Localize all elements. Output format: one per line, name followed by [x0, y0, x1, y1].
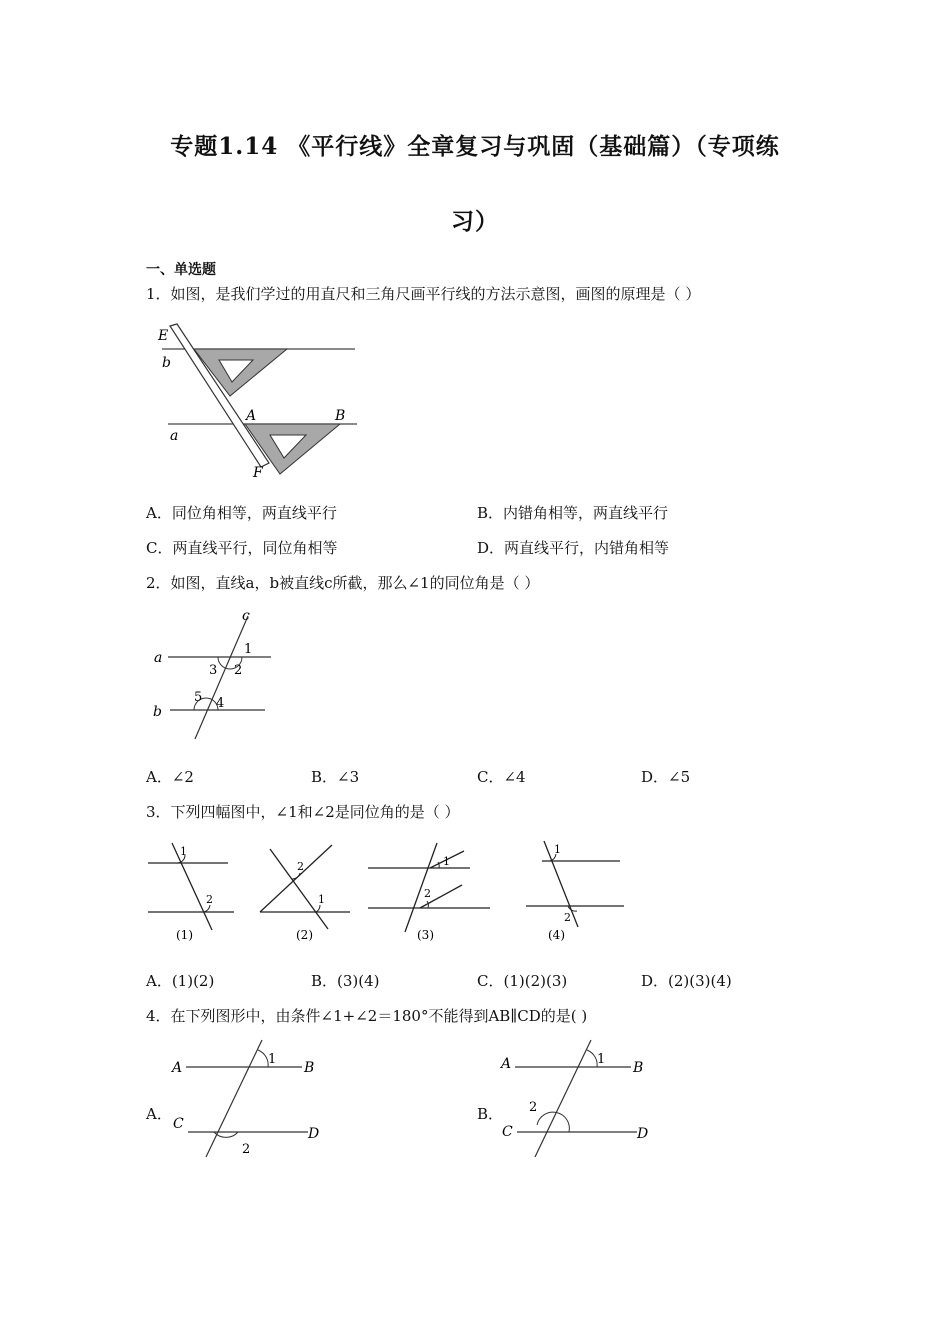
label-C: C	[173, 1116, 184, 1132]
angle-2-label: 2	[234, 663, 243, 678]
q3-option-a: A．(1)(2)	[146, 972, 215, 990]
question-2-stem: 2．如图，直线a，b被直线c所截，那么∠1的同位角是（ ）	[146, 574, 540, 592]
question-2-figure	[150, 604, 280, 744]
caption-2: (2)	[296, 928, 313, 942]
q4-option-a: A．	[146, 1105, 172, 1123]
question-4-stem: 4．在下列图形中，由条件∠1+∠2＝180°不能得到AB∥CD的是( )	[146, 1007, 588, 1025]
q4-figure-b	[497, 1035, 657, 1165]
fig1-angle-2: 2	[206, 893, 213, 906]
label-F: F	[253, 465, 263, 481]
q3-option-c: C．(1)(2)(3)	[477, 972, 568, 990]
q2-option-b: B．∠3	[311, 768, 360, 786]
ruler	[170, 324, 269, 467]
angle-5-label: 5	[194, 690, 203, 705]
label-D: D	[637, 1126, 649, 1142]
subfigure-3	[368, 843, 490, 942]
label-C: C	[502, 1124, 513, 1140]
question-3-figure	[140, 835, 630, 947]
question-3-stem: 3．下列四幅图中，∠1和∠2是同位角的是（ ）	[146, 803, 460, 821]
label-A: A	[172, 1060, 183, 1076]
q4-figure-a	[168, 1035, 328, 1165]
subfigure-4	[526, 841, 624, 942]
fig3-angle-2: 2	[424, 887, 431, 900]
fig1-angle-1: 1	[180, 845, 187, 858]
label-E: E	[158, 328, 169, 344]
page-title-continued: 习）	[451, 208, 499, 235]
label-a: a	[154, 650, 163, 666]
label-D: D	[308, 1126, 320, 1142]
q1-option-a: A．同位角相等，两直线平行	[146, 504, 337, 522]
angle-3-label: 3	[209, 663, 218, 678]
label-A: A	[246, 408, 257, 424]
label-c: c	[242, 608, 250, 624]
label-b: b	[162, 355, 171, 371]
angle-2-label: 2	[529, 1100, 538, 1115]
label-b: b	[153, 704, 162, 720]
angle-1-label: 1	[597, 1052, 606, 1067]
fig2-angle-1: 1	[318, 893, 325, 906]
question-1-stem: 1．如图，是我们学过的用直尺和三角尺画平行线的方法示意图，画图的原理是（ ）	[146, 285, 701, 303]
angle-1-label: 1	[268, 1052, 277, 1067]
label-B: B	[304, 1060, 315, 1076]
q1-option-c: C．两直线平行，同位角相等	[146, 539, 338, 557]
q1-option-b: B．内错角相等，两直线平行	[477, 504, 669, 522]
caption-3: (3)	[417, 928, 434, 942]
angle-1-label: 1	[244, 642, 253, 657]
subfigure-2	[260, 845, 350, 942]
q2-option-c: C．∠4	[477, 768, 526, 786]
angle-2-label: 2	[242, 1142, 251, 1157]
subfigure-1	[148, 843, 234, 942]
question-1-figure	[150, 320, 360, 485]
q1-option-d: D．两直线平行，内错角相等	[477, 539, 670, 557]
label-a: a	[170, 428, 179, 444]
caption-4: (4)	[548, 928, 565, 942]
label-B: B	[335, 408, 346, 424]
label-A: A	[501, 1056, 512, 1072]
label-B: B	[633, 1060, 644, 1076]
fig2-angle-2: 2	[297, 860, 304, 873]
section-heading: 一、单选题	[146, 262, 216, 278]
fig4-angle-1: 1	[554, 843, 561, 856]
q3-option-d: D．(2)(3)(4)	[641, 972, 732, 990]
angle-4-label: 4	[216, 696, 225, 711]
q2-option-a: A．∠2	[146, 768, 194, 786]
q4-option-b: B．	[477, 1105, 504, 1123]
caption-1: (1)	[176, 928, 193, 942]
fig3-angle-1: 1	[443, 855, 450, 868]
q2-option-d: D．∠5	[641, 768, 691, 786]
page-title: 专题1.14 《平行线》全章复习与巩固（基础篇）（专项练	[170, 133, 780, 160]
q3-option-b: B．(3)(4)	[311, 972, 380, 990]
fig4-angle-2: 2	[564, 911, 571, 924]
